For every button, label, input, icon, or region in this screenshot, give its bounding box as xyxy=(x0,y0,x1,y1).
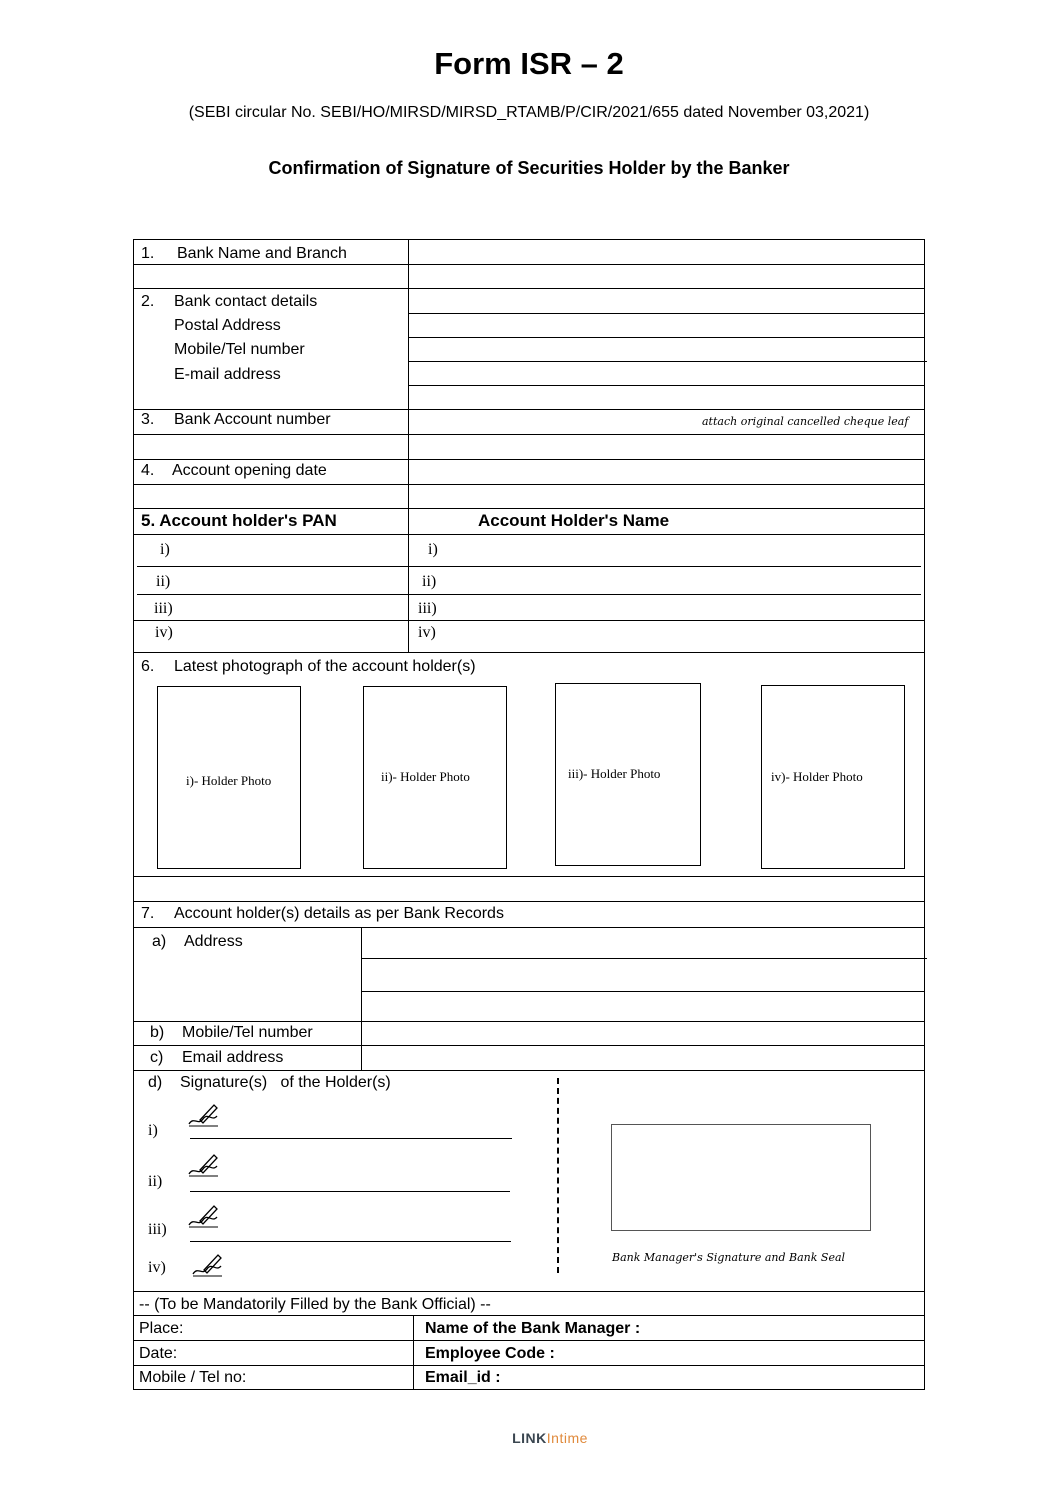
row-line xyxy=(133,927,925,928)
form-subtitle: Confirmation of Signature of Securities Holder by the Banker xyxy=(268,158,790,178)
place-field[interactable] xyxy=(200,1317,410,1339)
holder-address-field[interactable] xyxy=(363,929,923,1019)
row-line xyxy=(133,409,925,410)
official-mobile-field[interactable] xyxy=(270,1367,410,1388)
section7-number: 7. xyxy=(141,905,155,922)
pen-signature-icon xyxy=(186,1203,220,1229)
cheque-leaf-note: attach original cancelled cheque leaf xyxy=(702,415,909,428)
holder-name-header: Account Holder's Name xyxy=(478,511,670,530)
name-row-label: iv) xyxy=(418,624,436,641)
column-divider-official xyxy=(413,1315,414,1389)
section6-number: 6. xyxy=(141,658,155,675)
bank-seal-box[interactable] xyxy=(611,1124,871,1231)
bank-email-field[interactable] xyxy=(410,363,922,384)
date-label: Date: xyxy=(139,1345,178,1362)
holder-email-field[interactable] xyxy=(363,1047,923,1068)
row-line xyxy=(408,337,925,338)
address-label: Address xyxy=(184,933,243,950)
holder-photo-label: i)- Holder Photo xyxy=(186,773,272,788)
holder-photo-box-4[interactable] xyxy=(761,685,905,869)
pen-signature-icon xyxy=(186,1102,220,1128)
table-right-border xyxy=(924,239,925,1389)
row-line xyxy=(408,385,925,386)
linkintime-logo xyxy=(480,1430,620,1446)
pan-row-label: ii) xyxy=(156,573,171,590)
pen-signature-icon xyxy=(186,1152,220,1178)
email-letter: c) xyxy=(150,1049,164,1066)
section4-number: 4. xyxy=(141,462,155,479)
row-line xyxy=(408,313,925,314)
official-email-field[interactable] xyxy=(505,1367,922,1388)
pan-row-label: i) xyxy=(160,541,170,558)
seal-caption: Bank Manager's Signature and Bank Seal xyxy=(612,1251,846,1264)
bank-name-label: Bank Name and Branch xyxy=(177,245,347,262)
pan-header: 5. Account holder's PAN xyxy=(141,511,337,530)
row-line xyxy=(133,288,925,289)
row-line xyxy=(133,620,925,621)
signature-row-label: ii) xyxy=(148,1173,163,1190)
address-letter: a) xyxy=(152,933,167,950)
row-line xyxy=(137,594,921,595)
row-line xyxy=(137,566,921,567)
bank-account-label: Bank Account number xyxy=(174,411,331,428)
bank-mobile-label: Mobile/Tel number xyxy=(174,341,305,358)
signature-row-label: i) xyxy=(148,1122,158,1139)
bank-records-label: Account holder(s) details as per Bank Records xyxy=(174,905,504,922)
holder-photo-box-3[interactable] xyxy=(555,683,701,866)
official-email-label: Email_id : xyxy=(425,1369,501,1386)
official-mobile-label: Mobile / Tel no: xyxy=(139,1369,247,1386)
section1-number: 1. xyxy=(141,245,155,262)
form-title: Form ISR – 2 xyxy=(434,46,624,81)
row-line xyxy=(133,1021,925,1022)
name-row-label: iii) xyxy=(418,600,437,617)
pen-signature-icon xyxy=(190,1252,224,1278)
logo-bold-text: LINK xyxy=(512,1430,547,1446)
signature-row-label: iii) xyxy=(148,1221,167,1238)
manager-name-field[interactable] xyxy=(660,1317,922,1339)
name-row-label: i) xyxy=(428,541,438,558)
circular-reference: (SEBI circular No. SEBI/HO/MIRSD/MIRSD_RTAMB/P/CIR/2021/655 dated November 03,2021) xyxy=(188,104,870,121)
holder-photo-box-1[interactable] xyxy=(157,686,301,869)
row-line xyxy=(133,434,925,435)
table-left-border xyxy=(133,239,134,1389)
row-line xyxy=(133,1045,925,1046)
holder-photo-label: iv)- Holder Photo xyxy=(771,769,863,784)
row-line xyxy=(133,652,925,653)
holder-photo-box-2[interactable] xyxy=(363,686,507,869)
logo-light-text: Intime xyxy=(546,1430,588,1446)
row-line xyxy=(133,1389,925,1390)
signature-divider xyxy=(557,1078,559,1273)
account-opening-field[interactable] xyxy=(410,461,922,483)
row-line xyxy=(133,239,925,240)
row-line xyxy=(133,1340,925,1341)
holder-mobile-label: Mobile/Tel number xyxy=(182,1024,313,1041)
signature-line-2[interactable] xyxy=(190,1191,510,1192)
holder-email-label: Email address xyxy=(182,1049,284,1066)
bank-name-field[interactable] xyxy=(410,241,922,263)
row-line xyxy=(133,1365,925,1366)
row-line xyxy=(133,1315,925,1316)
row-line xyxy=(133,508,925,509)
bank-email-label: E-mail address xyxy=(174,366,281,383)
holder-photo-label: ii)- Holder Photo xyxy=(381,769,470,784)
postal-address-label: Postal Address xyxy=(174,317,281,334)
signature-line-1[interactable] xyxy=(190,1138,512,1139)
signature-row-label: iv) xyxy=(148,1259,166,1276)
postal-address-field[interactable] xyxy=(410,315,922,336)
row-line xyxy=(133,484,925,485)
pan-field-1[interactable] xyxy=(180,537,405,564)
section2-number: 2. xyxy=(141,293,155,310)
row-line xyxy=(133,1070,925,1071)
bank-account-field[interactable] xyxy=(410,411,690,433)
row-line xyxy=(133,901,925,902)
row-line xyxy=(133,1291,925,1292)
signature-letter: d) xyxy=(148,1074,163,1091)
row-line xyxy=(408,361,927,362)
employee-code-field[interactable] xyxy=(560,1342,922,1364)
row-line xyxy=(133,459,925,460)
photo-section-label: Latest photograph of the account holder(s) xyxy=(174,658,476,675)
bank-contact-label: Bank contact details xyxy=(174,293,318,310)
row-line xyxy=(133,264,925,265)
signature-line-3[interactable] xyxy=(190,1241,511,1242)
holder-mobile-field[interactable] xyxy=(363,1023,923,1044)
pan-row-label: iii) xyxy=(154,600,173,617)
row-line xyxy=(133,876,925,877)
row-line xyxy=(133,534,925,535)
place-label: Place: xyxy=(139,1320,184,1337)
bank-mobile-field[interactable] xyxy=(410,339,922,360)
holder-name-field-1[interactable] xyxy=(450,537,920,564)
name-row-label: ii) xyxy=(422,573,437,590)
date-field[interactable] xyxy=(190,1342,410,1364)
section3-number: 3. xyxy=(141,411,155,428)
column-divider-top xyxy=(408,239,409,652)
column-divider-section7 xyxy=(361,927,362,1070)
pan-row-label: iv) xyxy=(155,624,173,641)
manager-name-label: Name of the Bank Manager : xyxy=(425,1320,641,1337)
mobile-letter: b) xyxy=(150,1024,165,1041)
signature-label: Signature(s) of the Holder(s) xyxy=(180,1074,391,1091)
holder-photo-label: iii)- Holder Photo xyxy=(568,766,661,781)
official-heading: -- (To be Mandatorily Filled by the Bank Official) -- xyxy=(139,1296,491,1313)
account-opening-label: Account opening date xyxy=(172,462,327,479)
employee-code-label: Employee Code : xyxy=(425,1345,555,1362)
